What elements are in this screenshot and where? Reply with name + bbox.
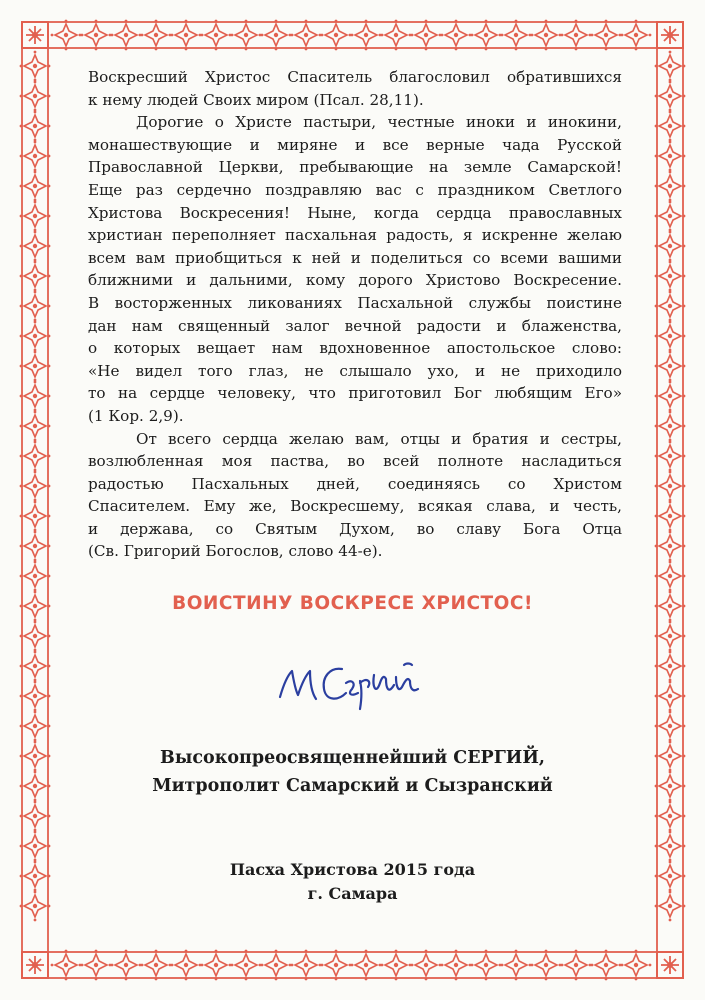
border-ornament [81,20,112,51]
text-line: (1 Кор. 2,9). [88,406,184,425]
border-ornament [111,20,142,51]
border-ornament [20,651,51,682]
border-ornament [655,801,686,832]
text-line: «Не видел того глаз, не слышало ухо, и не приходило [88,361,622,380]
border-ornament [20,531,51,562]
border-ornament [81,950,112,981]
text-line: всем вам приобщиться к ней и поделиться со всеми вашими [88,248,622,267]
border-ornament [655,351,686,382]
border-ornament [441,950,472,981]
border-ornament [20,111,51,142]
border-ornament [501,950,532,981]
text-line: к нему людей Своих миром (Псал. 28,11). [88,90,424,109]
border-ornament [411,20,442,51]
text-line: Православной Церкви, пребывающие на земле Самарской! [88,158,622,177]
border-ornament [655,531,686,562]
border-ornament [261,950,292,981]
border-ornament [20,381,51,412]
border-ornament [591,950,622,981]
border-ornament [20,51,51,82]
text-line: дан нам священный залог вечной радости и блаженства, [88,316,622,335]
border-ornament [441,20,472,51]
paschal-greeting: ВОИСТИНУ ВОСКРЕСЕ ХРИСТОС! [172,593,533,614]
border-ornament [591,20,622,51]
text-line: христиан переполняет пасхальная радость, я искренне желаю [88,226,622,245]
border-ornament [655,321,686,352]
border-ornament [20,561,51,592]
text-line: Дорогие о Христе пастыри, честные иноки и инокини, [136,113,622,132]
border-ornament [20,81,51,112]
border-ornament [20,681,51,712]
border-ornament [411,950,442,981]
border-ornament [655,261,686,292]
text-line: монашествующие и миряне и все верные чада Русской [88,135,622,154]
border-ornament [351,20,382,51]
date-line: Пасха Христова 2015 года [229,860,476,879]
border-ornament [20,411,51,442]
border-ornament [171,950,202,981]
border-ornament [655,141,686,172]
border-ornament [261,20,292,51]
border-ornament [20,441,51,472]
border-ornament [201,950,232,981]
border-ornament [201,20,232,51]
border-ornament [321,20,352,51]
border-ornament [655,231,686,262]
border-ornament [20,501,51,532]
paragraph-2 [88,111,622,427]
border-ornament [381,20,412,51]
text-line: возлюбленная моя паства, во всей полноте насладиться [88,452,622,471]
border-ornament [561,950,592,981]
border-ornament [20,201,51,232]
border-ornament [111,950,142,981]
border-ornament [655,711,686,742]
letter-body [88,66,622,563]
border-ornament [20,621,51,652]
border-ornament [20,471,51,502]
border-ornament [655,651,686,682]
border-ornament [621,950,652,981]
border-ornament [471,20,502,51]
text-line: и держава, со Святым Духом, во славу Бога Отца [88,519,622,538]
text-line: От всего сердца желаю вам, отцы и братия и сестры, [136,429,622,448]
border-ornament [20,801,51,832]
border-ornament [20,141,51,172]
border-ornament [20,321,51,352]
border-ornament [655,201,686,232]
border-ornament [655,681,686,712]
text-line: радостью Пасхальных дней, соединяясь со Христом [88,474,622,493]
border-ornament [655,501,686,532]
text-line: то на сердце человеку, что приготовил Бог любящим Его» [88,384,622,403]
border-ornament [321,950,352,981]
date-block [0,858,705,906]
border-ornament [531,20,562,51]
border-ornament [655,291,686,322]
border-ornament [655,171,686,202]
border-ornament [501,20,532,51]
text-line: Христова Воскресения! Ныне, когда сердца православных [88,203,622,222]
author-office: Митрополит Самарский и Сызранский [152,776,553,796]
border-ornament [141,20,172,51]
border-ornament [381,950,412,981]
border-ornament [20,171,51,202]
text-line: о которых вещает нам вдохновенное апостольское слово: [88,339,622,358]
border-ornament [655,831,686,862]
border-ornament [51,20,82,51]
border-ornament [655,411,686,442]
border-ornament [531,950,562,981]
text-line: Спасителем. Ему же, Воскресшему, всякая слава, и честь, [88,497,622,516]
border-ornament [20,261,51,292]
border-ornament [655,51,686,82]
border-ornament [655,111,686,142]
border-ornament [655,621,686,652]
text-line: В восторженных ликованиях Пасхальной службы поистине [88,293,622,312]
border-ornament [291,20,322,51]
border-ornament [20,711,51,742]
author-block [0,744,705,800]
border-ornament [351,950,382,981]
border-ornament [655,381,686,412]
border-ornament [621,20,652,51]
paragraph-1 [88,66,622,111]
text-line: (Св. Григорий Богослов, слово 44-е). [88,542,383,561]
border-ornament [655,471,686,502]
paragraph-3 [88,428,622,564]
border-ornament [655,441,686,472]
border-ornament [655,561,686,592]
border-ornament [231,20,262,51]
signature [272,653,432,715]
border-ornament [471,950,502,981]
text-line: Воскресший Христос Спаситель благословил обратившихся [88,68,622,86]
text-line: Еще раз сердечно поздравляю вас с праздником Светлого [88,180,622,199]
border-ornament [171,20,202,51]
border-ornament [20,291,51,322]
author-title: Высокопреосвященнейший СЕРГИЙ, [160,748,545,768]
text-line: ближними и дальними, кому дорого Христово Воскресение. [88,271,622,290]
place-line: г. Самара [307,884,398,903]
border-ornament [655,81,686,112]
border-ornament [20,351,51,382]
border-ornament [141,950,172,981]
border-ornament [561,20,592,51]
border-ornament [231,950,262,981]
border-ornament [20,231,51,262]
border-ornament [20,831,51,862]
border-ornament [291,950,322,981]
border-ornament [51,950,82,981]
